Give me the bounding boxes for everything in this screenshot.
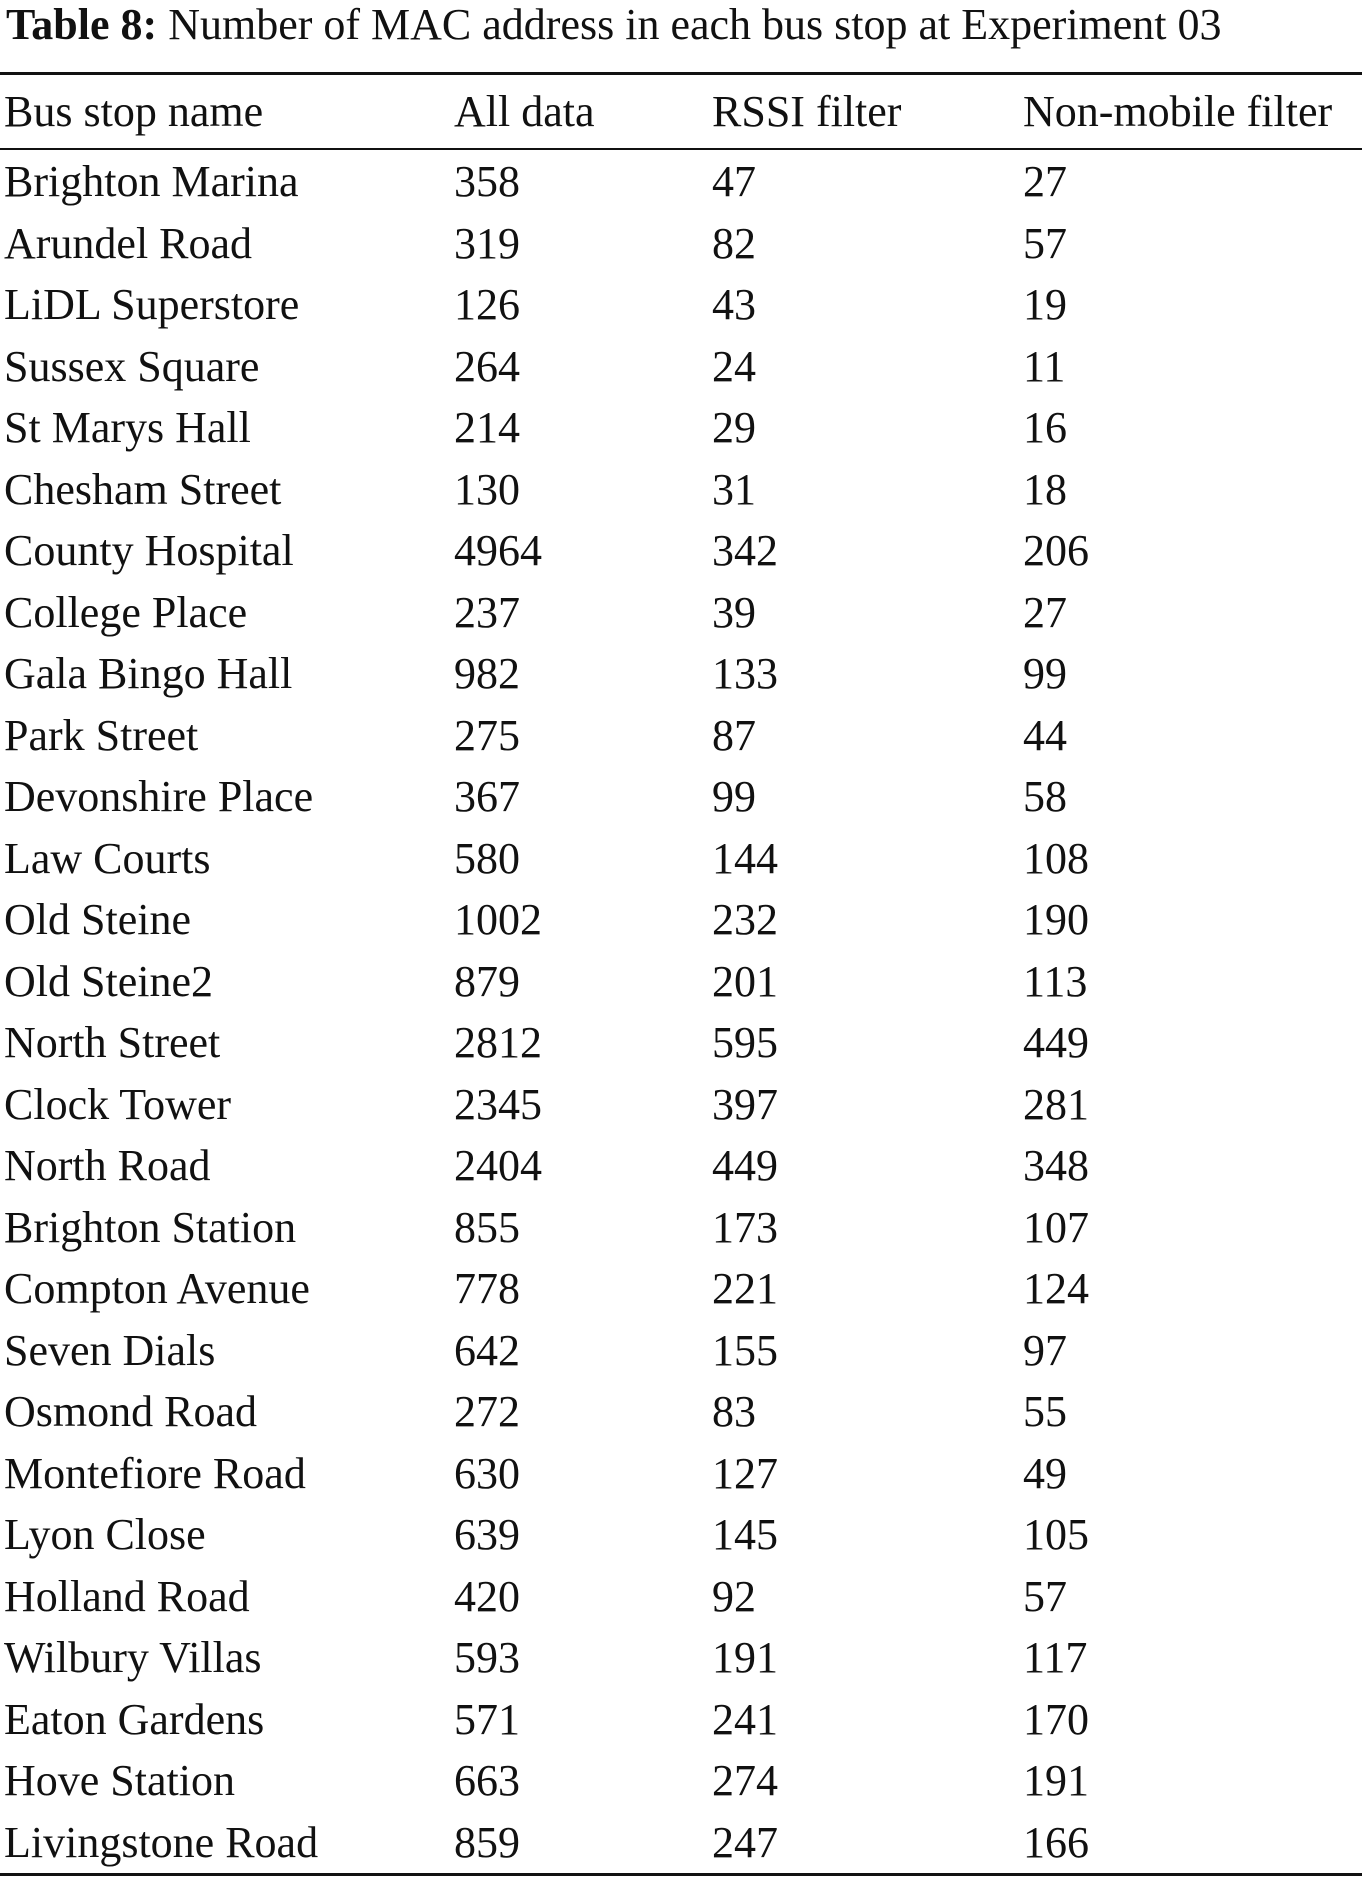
bus-stop-name-cell: Holland Road [4, 1571, 250, 1621]
all-data-cell: 639 [454, 1510, 520, 1560]
table-row [0, 1381, 1367, 1443]
column-header-bus-stop-name: Bus stop name [4, 87, 264, 136]
all-data-cell: 580 [454, 833, 520, 883]
non-mobile-filter-cell: 57 [1023, 1571, 1067, 1621]
rssi-filter-cell: 221 [712, 1264, 778, 1314]
bus-stop-name-cell: Clock Tower [4, 1079, 232, 1129]
non-mobile-filter-cell: 206 [1023, 526, 1089, 576]
bus-stop-name-cell: Hove Station [4, 1756, 235, 1806]
rssi-filter-cell: 127 [712, 1448, 778, 1498]
table-row [0, 951, 1367, 1013]
non-mobile-filter-cell: 49 [1023, 1448, 1067, 1498]
table-row [0, 1197, 1367, 1259]
table-row [0, 643, 1367, 705]
all-data-cell: 859 [454, 1817, 520, 1867]
non-mobile-filter-cell: 190 [1023, 895, 1089, 945]
all-data-cell: 642 [454, 1325, 520, 1375]
table-caption-label: Table 8: [6, 0, 158, 49]
rssi-filter-cell: 43 [712, 280, 756, 330]
all-data-cell: 367 [454, 772, 520, 822]
all-data-cell: 272 [454, 1387, 520, 1437]
table-bottom-rule [0, 1873, 1362, 1876]
non-mobile-filter-cell: 113 [1023, 956, 1088, 1006]
rssi-filter-cell: 155 [712, 1325, 778, 1375]
table-row [0, 1812, 1367, 1874]
non-mobile-filter-cell: 99 [1023, 649, 1067, 699]
bus-stop-name-cell: Arundel Road [4, 218, 253, 268]
table-row [0, 1627, 1367, 1689]
non-mobile-filter-cell: 281 [1023, 1079, 1089, 1129]
rssi-filter-cell: 83 [712, 1387, 756, 1437]
non-mobile-filter-cell: 124 [1023, 1264, 1089, 1314]
table-header-row [0, 81, 1367, 142]
all-data-cell: 855 [454, 1202, 520, 1252]
rssi-filter-cell: 173 [712, 1202, 778, 1252]
table-row [0, 151, 1367, 213]
bus-stop-name-cell: North Street [4, 1018, 221, 1068]
all-data-cell: 420 [454, 1571, 520, 1621]
non-mobile-filter-cell: 16 [1023, 403, 1067, 453]
bus-stop-name-cell: Seven Dials [4, 1325, 216, 1375]
non-mobile-filter-cell: 449 [1023, 1018, 1089, 1068]
rssi-filter-cell: 145 [712, 1510, 778, 1560]
rssi-filter-cell: 397 [712, 1079, 778, 1129]
all-data-cell: 879 [454, 956, 520, 1006]
rssi-filter-cell: 47 [712, 157, 756, 207]
table-row [0, 582, 1367, 644]
rssi-filter-cell: 133 [712, 649, 778, 699]
header-spacer [0, 142, 1367, 151]
table-top-rule [0, 72, 1362, 75]
non-mobile-filter-cell: 108 [1023, 833, 1089, 883]
all-data-cell: 593 [454, 1633, 520, 1683]
bus-stop-name-cell: Osmond Road [4, 1387, 257, 1437]
non-mobile-filter-cell: 58 [1023, 772, 1067, 822]
non-mobile-filter-cell: 57 [1023, 218, 1067, 268]
column-header-non-mobile-filter: Non-mobile filter [1023, 87, 1333, 136]
bus-stop-name-cell: LiDL Superstore [4, 280, 300, 330]
data-table [0, 81, 1367, 1873]
all-data-cell: 663 [454, 1756, 520, 1806]
non-mobile-filter-cell: 55 [1023, 1387, 1067, 1437]
table-caption-text: Number of MAC address in each bus stop at Experiment 03 [168, 0, 1222, 49]
non-mobile-filter-cell: 105 [1023, 1510, 1089, 1560]
table-row [0, 1074, 1367, 1136]
bus-stop-name-cell: Montefiore Road [4, 1448, 306, 1498]
table-row [0, 520, 1367, 582]
bus-stop-name-cell: Park Street [4, 710, 199, 760]
bus-stop-name-cell: Gala Bingo Hall [4, 649, 293, 699]
rssi-filter-cell: 201 [712, 956, 778, 1006]
all-data-cell: 571 [454, 1694, 520, 1744]
non-mobile-filter-cell: 191 [1023, 1756, 1089, 1806]
all-data-cell: 4964 [454, 526, 542, 576]
non-mobile-filter-cell: 170 [1023, 1694, 1089, 1744]
non-mobile-filter-cell: 97 [1023, 1325, 1067, 1375]
all-data-cell: 778 [454, 1264, 520, 1314]
rssi-filter-cell: 82 [712, 218, 756, 268]
all-data-cell: 319 [454, 218, 520, 268]
bus-stop-name-cell: Old Steine [4, 895, 191, 945]
bus-stop-name-cell: Eaton Gardens [4, 1694, 265, 1744]
all-data-cell: 214 [454, 403, 520, 453]
all-data-cell: 130 [454, 464, 520, 514]
table-row [0, 1443, 1367, 1505]
non-mobile-filter-cell: 27 [1023, 157, 1067, 207]
table-row [0, 1566, 1367, 1628]
bus-stop-name-cell: Brighton Station [4, 1202, 297, 1252]
table-row [0, 213, 1367, 275]
rssi-filter-cell: 31 [712, 464, 756, 514]
table-row [0, 1750, 1367, 1812]
non-mobile-filter-cell: 44 [1023, 710, 1067, 760]
rssi-filter-cell: 99 [712, 772, 756, 822]
table-row [0, 1504, 1367, 1566]
rssi-filter-cell: 232 [712, 895, 778, 945]
bus-stop-name-cell: Sussex Square [4, 341, 260, 391]
bus-stop-name-cell: Old Steine2 [4, 956, 213, 1006]
rssi-filter-cell: 92 [712, 1571, 756, 1621]
non-mobile-filter-cell: 166 [1023, 1817, 1089, 1867]
rssi-filter-cell: 87 [712, 710, 756, 760]
rssi-filter-cell: 274 [712, 1756, 778, 1806]
rssi-filter-cell: 24 [712, 341, 756, 391]
column-header-all-data: All data [454, 87, 595, 136]
rssi-filter-cell: 29 [712, 403, 756, 453]
all-data-cell: 2345 [454, 1079, 542, 1129]
bus-stop-name-cell: Wilbury Villas [4, 1633, 262, 1683]
table-row [0, 889, 1367, 951]
all-data-cell: 358 [454, 157, 520, 207]
table-row [0, 397, 1367, 459]
table-row [0, 828, 1367, 890]
bus-stop-name-cell: North Road [4, 1141, 211, 1191]
table-body [0, 142, 1367, 1873]
non-mobile-filter-cell: 19 [1023, 280, 1067, 330]
bus-stop-name-cell: Devonshire Place [4, 772, 314, 822]
bus-stop-name-cell: County Hospital [4, 526, 294, 576]
bus-stop-name-cell: Brighton Marina [4, 157, 299, 207]
all-data-cell: 1002 [454, 895, 542, 945]
rssi-filter-cell: 247 [712, 1817, 778, 1867]
non-mobile-filter-cell: 18 [1023, 464, 1067, 514]
rssi-filter-cell: 241 [712, 1694, 778, 1744]
non-mobile-filter-cell: 107 [1023, 1202, 1089, 1252]
bus-stop-name-cell: Lyon Close [4, 1510, 206, 1560]
all-data-cell: 630 [454, 1448, 520, 1498]
bus-stop-name-cell: St Marys Hall [4, 403, 251, 453]
table-row [0, 336, 1367, 398]
bus-stop-name-cell: Chesham Street [4, 464, 282, 514]
rssi-filter-cell: 595 [712, 1018, 778, 1068]
table-row [0, 1135, 1367, 1197]
bus-stop-name-cell: Compton Avenue [4, 1264, 310, 1314]
rssi-filter-cell: 191 [712, 1633, 778, 1683]
rssi-filter-cell: 39 [712, 587, 756, 637]
rssi-filter-cell: 342 [712, 526, 778, 576]
all-data-cell: 126 [454, 280, 520, 330]
all-data-cell: 275 [454, 710, 520, 760]
bus-stop-name-cell: Livingstone Road [4, 1817, 319, 1867]
column-header-rssi-filter: RSSI filter [712, 87, 902, 136]
rssi-filter-cell: 449 [712, 1141, 778, 1191]
table-row [0, 459, 1367, 521]
rssi-filter-cell: 144 [712, 833, 778, 883]
non-mobile-filter-cell: 27 [1023, 587, 1067, 637]
table-row [0, 1258, 1367, 1320]
non-mobile-filter-cell: 117 [1023, 1633, 1088, 1683]
all-data-cell: 264 [454, 341, 520, 391]
table-row [0, 1320, 1367, 1382]
table-row [0, 1689, 1367, 1751]
bus-stop-name-cell: College Place [4, 587, 248, 637]
table-row [0, 705, 1367, 767]
bus-stop-name-cell: Law Courts [4, 833, 211, 883]
all-data-cell: 2812 [454, 1018, 542, 1068]
non-mobile-filter-cell: 11 [1023, 341, 1066, 391]
table-row [0, 766, 1367, 828]
non-mobile-filter-cell: 348 [1023, 1141, 1089, 1191]
all-data-cell: 2404 [454, 1141, 542, 1191]
all-data-cell: 237 [454, 587, 520, 637]
all-data-cell: 982 [454, 649, 520, 699]
table-row [0, 274, 1367, 336]
table-row [0, 1012, 1367, 1074]
table-caption [6, 0, 1222, 50]
